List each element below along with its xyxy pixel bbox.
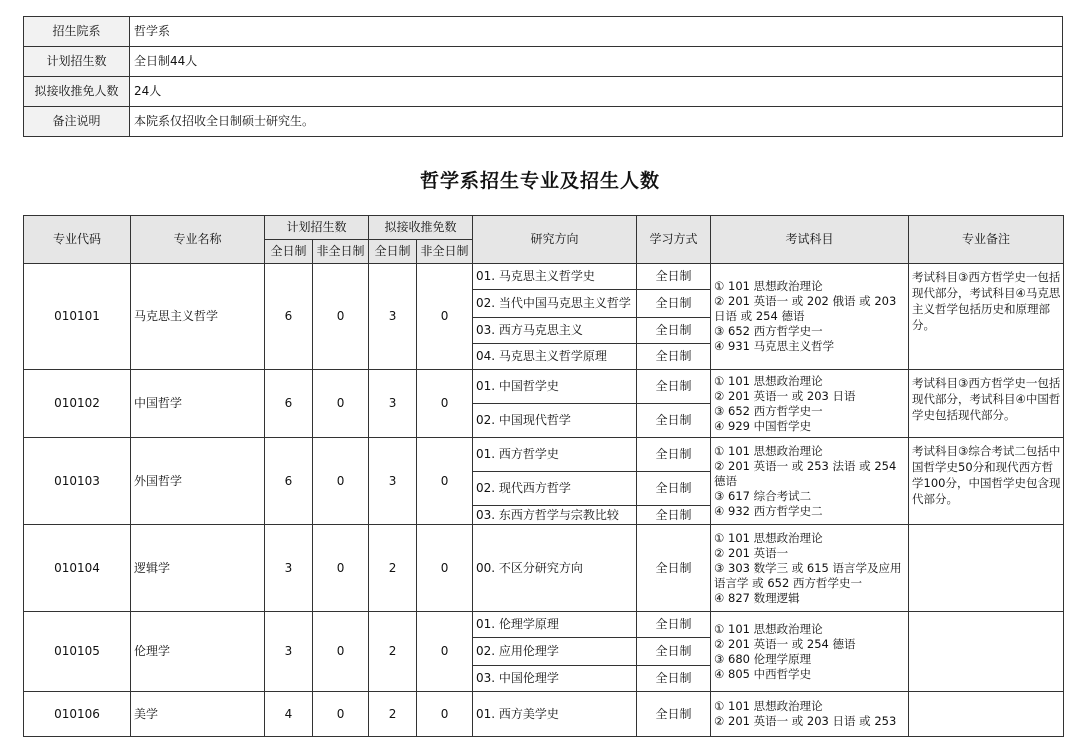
info-label: 备注说明 xyxy=(24,107,130,137)
research-direction: 03. 西方马克思主义 xyxy=(473,318,637,344)
plan-part: 0 xyxy=(313,264,369,370)
major-name: 外国哲学 xyxy=(131,438,265,525)
exempt-part: 0 xyxy=(417,438,473,525)
research-direction: 02. 当代中国马克思主义哲学 xyxy=(473,290,637,318)
exam-subjects xyxy=(711,525,909,612)
header-plan-full: 全日制 xyxy=(265,240,313,264)
header-exempt-full: 全日制 xyxy=(369,240,417,264)
exam-subject-line: ③ 652 西方哲学史一 xyxy=(714,324,823,338)
major-remark: 考试科目③西方哲学史一包括现代部分，考试科目④马克思主义哲学包括历史和原理部分。 xyxy=(909,264,1064,370)
major-remark: 考试科目③综合考试二包括中国哲学史50分和现代西方哲学100分，中国哲学史包含现代部分。 xyxy=(909,438,1064,525)
exam-subject-line: ③ 652 西方哲学史一 xyxy=(714,403,823,418)
major-code: 010105 xyxy=(24,612,131,692)
research-direction: 01. 伦理学原理 xyxy=(473,612,637,638)
header-remark: 专业备注 xyxy=(909,216,1064,264)
info-row xyxy=(24,107,1063,137)
study-mode: 全日制 xyxy=(637,344,711,370)
info-row xyxy=(24,17,1063,47)
study-mode: 全日制 xyxy=(637,638,711,666)
study-mode: 全日制 xyxy=(637,438,711,472)
exempt-part: 0 xyxy=(417,612,473,692)
exam-subject-line: ① 101 思想政治理论 xyxy=(714,621,823,636)
info-value: 本院系仅招收全日制硕士研究生。 xyxy=(130,107,1063,137)
study-mode: 全日制 xyxy=(637,666,711,692)
table-row xyxy=(24,438,1064,472)
major-code: 010102 xyxy=(24,370,131,438)
header-code: 专业代码 xyxy=(24,216,131,264)
table-row xyxy=(24,692,1064,737)
header-mode: 学习方式 xyxy=(637,216,711,264)
study-mode: 全日制 xyxy=(637,612,711,638)
table-header xyxy=(24,216,1064,264)
exam-subject-line: ④ 827 数理逻辑 xyxy=(714,590,800,605)
table-row xyxy=(24,525,1064,612)
major-code: 010104 xyxy=(24,525,131,612)
research-direction: 04. 马克思主义哲学原理 xyxy=(473,344,637,370)
major-remark: 考试科目③西方哲学史一包括现代部分，考试科目④中国哲学史包括现代部分。 xyxy=(909,370,1064,438)
plan-part: 0 xyxy=(313,612,369,692)
study-mode: 全日制 xyxy=(637,290,711,318)
study-mode: 全日制 xyxy=(637,318,711,344)
plan-part: 0 xyxy=(313,438,369,525)
major-remark xyxy=(909,525,1064,612)
exam-subject-line: ① 101 思想政治理论 xyxy=(714,279,823,293)
exam-subject-line: ④ 805 中西哲学史 xyxy=(714,666,812,681)
header-plan-part: 非全日制 xyxy=(313,240,369,264)
header-plan: 计划招生数 xyxy=(265,216,369,240)
exam-subjects xyxy=(711,612,909,692)
exam-subject-line: ② 201 英语一 或 203 日语 xyxy=(714,388,856,403)
study-mode: 全日制 xyxy=(637,404,711,438)
exam-subject-line: ① 101 思想政治理论 xyxy=(714,530,823,545)
exempt-full: 2 xyxy=(369,525,417,612)
study-mode: 全日制 xyxy=(637,264,711,290)
info-value: 24人 xyxy=(130,77,1063,107)
exam-subject-line: ② 201 英语一 或 202 俄语 或 203 日语 或 254 德语 xyxy=(714,294,897,323)
research-direction: 03. 东西方哲学与宗教比较 xyxy=(473,506,637,525)
plan-full: 3 xyxy=(265,612,313,692)
exam-subject-line: ④ 932 西方哲学史二 xyxy=(714,503,823,518)
study-mode: 全日制 xyxy=(637,472,711,506)
exam-subject-line: ② 201 英语一 或 254 德语 xyxy=(714,636,856,651)
section-title: 哲学系招生专业及招生人数 xyxy=(419,170,660,192)
research-direction: 02. 现代西方哲学 xyxy=(473,472,637,506)
header-exempt-part: 非全日制 xyxy=(417,240,473,264)
plan-full: 3 xyxy=(265,525,313,612)
info-row xyxy=(24,47,1063,77)
majors-table xyxy=(23,215,1064,737)
exam-subjects xyxy=(711,264,909,370)
exam-subjects xyxy=(711,692,909,737)
exam-subject-line: ③ 303 数学三 或 615 语言学及应用语言学 或 652 西方哲学史一 xyxy=(714,560,902,590)
info-table xyxy=(23,16,1063,137)
research-direction: 01. 马克思主义哲学史 xyxy=(473,264,637,290)
info-label: 计划招生数 xyxy=(24,47,130,77)
exam-subject-line: ② 201 英语一 或 253 法语 或 254 德语 xyxy=(714,458,897,488)
exam-subjects xyxy=(711,370,909,438)
research-direction: 01. 中国哲学史 xyxy=(473,370,637,404)
exam-subject-line: ① 101 思想政治理论 xyxy=(714,373,823,388)
exempt-part: 0 xyxy=(417,264,473,370)
research-direction: 02. 中国现代哲学 xyxy=(473,404,637,438)
plan-part: 0 xyxy=(313,525,369,612)
table-row xyxy=(24,264,1064,290)
major-remark xyxy=(909,692,1064,737)
exam-subject-line: ③ 617 综合考试二 xyxy=(714,488,812,503)
table-row xyxy=(24,612,1064,638)
exam-subject-line: ② 201 英语一 xyxy=(714,545,789,560)
plan-full: 6 xyxy=(265,438,313,525)
major-name: 美学 xyxy=(131,692,265,737)
table-row xyxy=(24,370,1064,404)
major-code: 010101 xyxy=(24,264,131,370)
exempt-part: 0 xyxy=(417,692,473,737)
exempt-full: 2 xyxy=(369,692,417,737)
plan-full: 4 xyxy=(265,692,313,737)
major-code: 010103 xyxy=(24,438,131,525)
plan-full: 6 xyxy=(265,264,313,370)
major-code: 010106 xyxy=(24,692,131,737)
exam-subject-line: ④ 929 中国哲学史 xyxy=(714,418,812,433)
header-name: 专业名称 xyxy=(131,216,265,264)
plan-part: 0 xyxy=(313,692,369,737)
plan-part: 0 xyxy=(313,370,369,438)
major-name: 中国哲学 xyxy=(131,370,265,438)
info-table-body xyxy=(24,17,1063,137)
exam-subject-line: ② 201 英语一 或 203 日语 或 253 xyxy=(714,714,897,728)
major-name: 伦理学 xyxy=(131,612,265,692)
info-label: 招生院系 xyxy=(24,17,130,47)
study-mode: 全日制 xyxy=(637,692,711,737)
exam-subject-line: ③ 680 伦理学原理 xyxy=(714,651,812,666)
header-subjects: 考试科目 xyxy=(711,216,909,264)
research-direction: 01. 西方哲学史 xyxy=(473,438,637,472)
info-label: 拟接收推免人数 xyxy=(24,77,130,107)
info-value: 全日制44人 xyxy=(130,47,1063,77)
research-direction: 01. 西方美学史 xyxy=(473,692,637,737)
exempt-full: 3 xyxy=(369,438,417,525)
exam-subjects xyxy=(711,438,909,525)
table-body xyxy=(24,264,1064,737)
exempt-full: 3 xyxy=(369,264,417,370)
study-mode: 全日制 xyxy=(637,506,711,525)
exempt-part: 0 xyxy=(417,525,473,612)
exempt-full: 3 xyxy=(369,370,417,438)
exempt-full: 2 xyxy=(369,612,417,692)
header-exempt: 拟接收推免数 xyxy=(369,216,473,240)
exam-subject-line: ④ 931 马克思主义哲学 xyxy=(714,339,835,353)
research-direction: 03. 中国伦理学 xyxy=(473,666,637,692)
plan-full: 6 xyxy=(265,370,313,438)
study-mode: 全日制 xyxy=(637,525,711,612)
exam-subject-line: ① 101 思想政治理论 xyxy=(714,443,823,458)
major-remark xyxy=(909,612,1064,692)
study-mode: 全日制 xyxy=(637,370,711,404)
major-name: 逻辑学 xyxy=(131,525,265,612)
info-value: 哲学系 xyxy=(130,17,1063,47)
research-direction: 02. 应用伦理学 xyxy=(473,638,637,666)
info-row xyxy=(24,77,1063,107)
research-direction: 00. 不区分研究方向 xyxy=(473,525,637,612)
exam-subject-line: ① 101 思想政治理论 xyxy=(714,699,823,713)
major-name: 马克思主义哲学 xyxy=(131,264,265,370)
header-direction: 研究方向 xyxy=(473,216,637,264)
exempt-part: 0 xyxy=(417,370,473,438)
